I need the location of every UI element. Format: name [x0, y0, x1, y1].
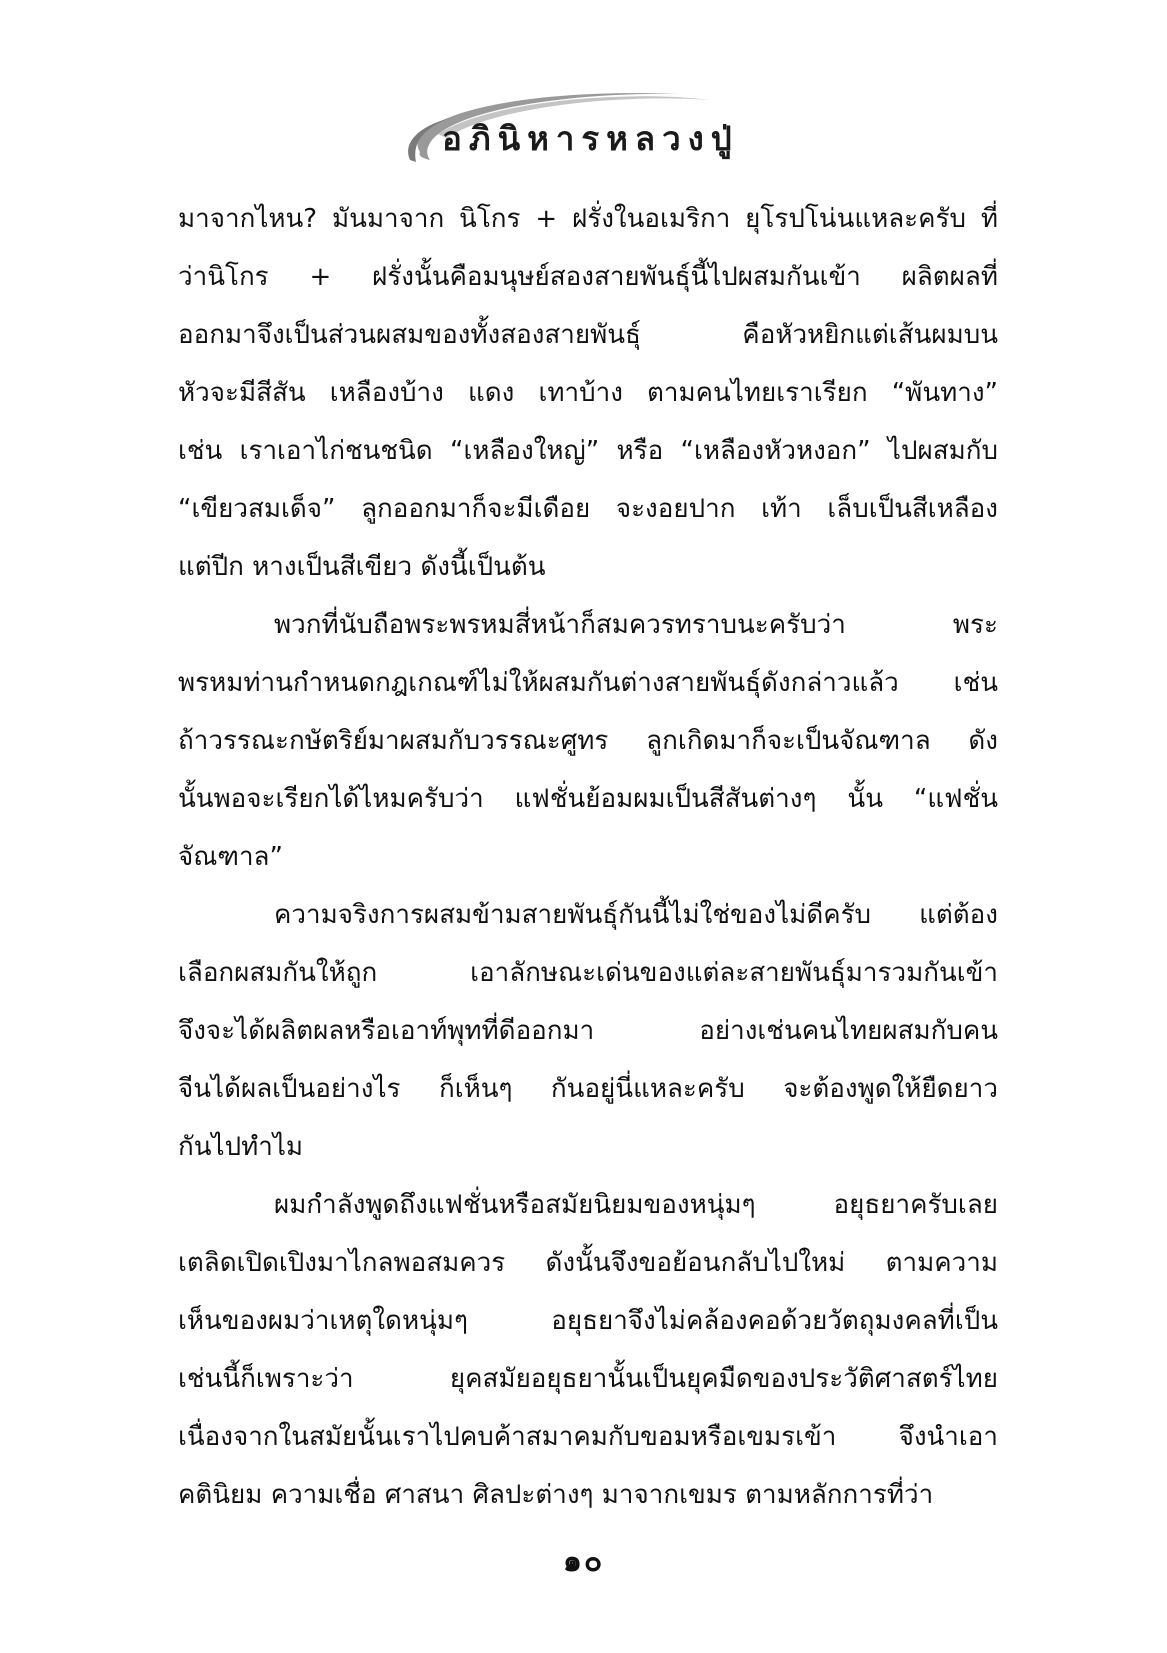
header-title: อภินิหารหลวงปู่: [442, 119, 739, 158]
paragraph: [178, 190, 998, 596]
text-line: ถ้าวรรณะกษัตริย์มาผสมกับวรรณะศูทร ลูกเกิดมาก็จะเป็นจัณฑาล ดัง: [178, 726, 998, 756]
body-text: [178, 190, 998, 1524]
text-line: พวกที่นับถือพระพรหมสี่หน้าก็สมควรทราบนะครับว่า พระ: [274, 610, 998, 640]
running-header: [380, 82, 800, 182]
text-line: ออกมาจึงเป็นส่วนผสมของทั้งสองสายพันธุ์ คือหัวหยิกแต่เส้นผมบน: [178, 320, 998, 350]
text-line: แต่ปีก หางเป็นสีเขียว ดังนี้เป็นต้น: [178, 552, 546, 582]
text-line: เนื่องจากในสมัยนั้นเราไปคบค้าสมาคมกับขอมหรือเขมรเข้า จึงนำเอา: [178, 1422, 998, 1452]
text-line: จีนได้ผลเป็นอย่างไร ก็เห็นๆ กันอยู่นี่แหละครับ จะต้องพูดให้ยืดยาว: [178, 1074, 998, 1104]
text-line: จัณฑาล”: [178, 842, 283, 872]
page-number: ๑๐: [562, 1544, 605, 1579]
paragraph: [178, 886, 998, 1176]
text-line: ว่านิโกร + ฝรั่งนั้นคือมนุษย์สองสายพันธุ์นี้ไปผสมกันเข้า ผลิตผลที่: [178, 262, 998, 292]
text-line: ผมกำลังพูดถึงแฟชั่นหรือสมัยนิยมของหนุ่มๆ อยุธยาครับเลย: [274, 1190, 998, 1220]
text-line: ความจริงการผสมข้ามสายพันธุ์กันนี้ไม่ใช่ของไม่ดีครับ แต่ต้อง: [274, 900, 998, 930]
text-line: จึงจะได้ผลิตผลหรือเอาท์พุทที่ดีออกมา อย่างเช่นคนไทยผสมกับคน: [178, 1016, 998, 1046]
text-line: “เขียวสมเด็จ” ลูกออกมาก็จะมีเดือย จะงอยปาก เท้า เล็บเป็นสีเหลือง: [178, 494, 998, 524]
paragraph: [178, 1176, 998, 1524]
text-line: พรหมท่านกำหนดกฎเกณฑ์ไม่ให้ผสมกันต่างสายพันธุ์ดังกล่าวแล้ว เช่น: [178, 668, 998, 698]
paragraph: [178, 596, 998, 886]
text-line: เห็นของผมว่าเหตุใดหนุ่มๆ อยุธยาจึงไม่คล้องคอด้วยวัตถุมงคลที่เป็น: [178, 1306, 998, 1336]
text-line: คตินิยม ความเชื่อ ศาสนา ศิลปะต่างๆ มาจากเขมร ตามหลักการที่ว่า: [178, 1480, 934, 1510]
text-line: เลือกผสมกันให้ถูก เอาลักษณะเด่นของแต่ละสายพันธุ์มารวมกันเข้า: [178, 958, 998, 988]
text-line: มาจากไหน? มันมาจาก นิโกร + ฝรั่งในอเมริกา ยุโรปโน่นแหละครับ ที่: [178, 204, 998, 234]
text-line: เช่น เราเอาไก่ชนชนิด “เหลืองใหญ่” หรือ “เหลืองหัวหงอก” ไปผสมกับ: [178, 436, 998, 466]
text-line: เตลิดเปิดเปิงมาไกลพอสมควร ดังนั้นจึงขอย้อนกลับไปใหม่ ตามความ: [178, 1248, 998, 1278]
text-line: หัวจะมีสีสัน เหลืองบ้าง แดง เทาบ้าง ตามคนไทยเราเรียก “พันทาง”: [178, 378, 998, 408]
text-line: นั้นพอจะเรียกได้ไหมครับว่า แฟชั่นย้อมผมเป็นสีสันต่างๆ นั้น “แฟชั่น: [178, 784, 998, 814]
text-line: เช่นนี้ก็เพราะว่า ยุคสมัยอยุธยานั้นเป็นยุคมืดของประวัติศาสตร์ไทย: [178, 1364, 998, 1394]
text-line: กันไปทำไม: [178, 1132, 304, 1162]
